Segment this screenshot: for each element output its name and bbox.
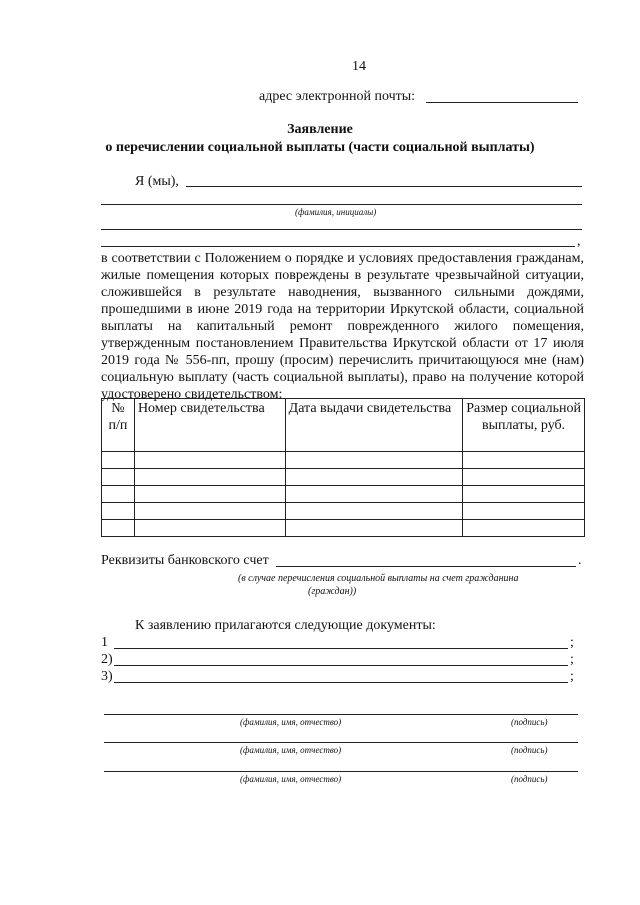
- body-line: выплаты на капитальный ремонт поврежденного жилого помещения,: [101, 319, 584, 334]
- signature-name-caption-1: (фамилия, имя, отчество): [240, 717, 342, 727]
- signature-line-1[interactable]: [104, 714, 578, 715]
- table-cell[interactable]: [463, 469, 585, 486]
- applicant-name-field[interactable]: [186, 186, 582, 187]
- table-cell[interactable]: [134, 486, 285, 503]
- email-label: адрес электронной почты:: [259, 89, 416, 104]
- col-header-certificate-number: Номер свидетельства: [134, 399, 285, 452]
- table-row: [102, 520, 585, 537]
- signature-name-caption-3: (фамилия, имя, отчество): [240, 774, 342, 784]
- attachment-end-1: ;: [570, 635, 574, 650]
- table-cell[interactable]: [463, 486, 585, 503]
- table-cell[interactable]: [102, 486, 135, 503]
- bank-caption-line1: (в случае перечисления социальной выплаты на счет гражданина: [238, 573, 519, 584]
- body-line: удостоверено свидетельством:: [101, 387, 283, 402]
- table-row: [102, 486, 585, 503]
- table-cell[interactable]: [102, 452, 135, 469]
- signature-sign-caption-1: (подпись): [511, 717, 548, 727]
- table-cell[interactable]: [102, 469, 135, 486]
- table-row: [102, 452, 585, 469]
- applicant-prefix: Я (мы),: [135, 174, 179, 189]
- body-line: жилые помещения которых повреждены в результате чрезвычайной ситуации,: [101, 268, 584, 283]
- table-cell[interactable]: [134, 520, 285, 537]
- signature-line-3[interactable]: [104, 771, 578, 772]
- table-cell[interactable]: [102, 520, 135, 537]
- col-header-payment-amount: Размер социальной выплаты, руб.: [463, 399, 585, 452]
- attachment-number-3: 3): [101, 669, 113, 684]
- table-row: [102, 503, 585, 520]
- applicant-comma: ,: [577, 234, 581, 249]
- signature-sign-caption-3: (подпись): [511, 774, 548, 784]
- attachments-heading: К заявлению прилагаются следующие документы:: [135, 618, 436, 633]
- body-line: социальную выплату (часть социальной выплаты), право на получение которой: [101, 370, 584, 385]
- bank-caption-line2: (граждан)): [308, 586, 357, 597]
- col-header-number: № п/п: [102, 399, 135, 452]
- attachment-field-3[interactable]: [114, 682, 568, 683]
- attachment-field-1[interactable]: [114, 648, 568, 649]
- applicant-name-field-3[interactable]: [101, 229, 582, 230]
- email-field[interactable]: [426, 102, 578, 103]
- attachment-field-2[interactable]: [114, 665, 568, 666]
- table-cell[interactable]: [463, 520, 585, 537]
- table-cell[interactable]: [285, 520, 463, 537]
- body-line: сложившейся в результате наводнения, вызванного сильными дождями,: [101, 285, 584, 300]
- table-row: [102, 469, 585, 486]
- table-cell[interactable]: [102, 503, 135, 520]
- table-cell[interactable]: [134, 469, 285, 486]
- bank-period: .: [578, 553, 582, 568]
- bank-label: Реквизиты банковского счет: [101, 553, 269, 568]
- attachment-end-2: ;: [570, 652, 574, 667]
- table-cell[interactable]: [285, 503, 463, 520]
- body-line: утвержденным постановлением Правительства Иркутской области от 17 июля: [101, 336, 584, 351]
- signature-name-caption-2: (фамилия, имя, отчество): [240, 745, 342, 755]
- certificates-table: [101, 398, 585, 537]
- attachment-end-3: ;: [570, 669, 574, 684]
- body-line: прошедшими в июне 2019 года на территории Иркутской области, социальной: [101, 302, 584, 317]
- table-cell[interactable]: [463, 452, 585, 469]
- body-line: 2019 года № 556-пп, прошу (просим) перечислить причитающуюся мне (нам): [101, 353, 584, 368]
- table-cell[interactable]: [285, 469, 463, 486]
- bank-account-field[interactable]: [276, 566, 576, 567]
- col-header-issue-date: Дата выдачи свидетельства: [285, 399, 463, 452]
- body-paragraph: [101, 250, 584, 403]
- document-subtitle: о перечислении социальной выплаты (части социальной выплаты): [105, 140, 535, 155]
- applicant-name-field-4[interactable]: [101, 246, 575, 247]
- attachment-number-1: 1: [101, 635, 108, 650]
- attachment-number-2: 2): [101, 652, 113, 667]
- table-header-row: [102, 399, 585, 452]
- table-cell[interactable]: [285, 452, 463, 469]
- signature-sign-caption-2: (подпись): [511, 745, 548, 755]
- applicant-name-field-2[interactable]: [101, 204, 582, 205]
- table-cell[interactable]: [285, 486, 463, 503]
- page-number: 14: [352, 59, 366, 74]
- document-title: Заявление: [287, 122, 353, 137]
- body-line: в соответствии с Положением о порядке и условиях предоставления гражданам,: [101, 251, 584, 266]
- applicant-caption: (фамилия, инициалы): [295, 207, 377, 217]
- table-cell[interactable]: [134, 452, 285, 469]
- table-cell[interactable]: [463, 503, 585, 520]
- signature-line-2[interactable]: [104, 742, 578, 743]
- table-cell[interactable]: [134, 503, 285, 520]
